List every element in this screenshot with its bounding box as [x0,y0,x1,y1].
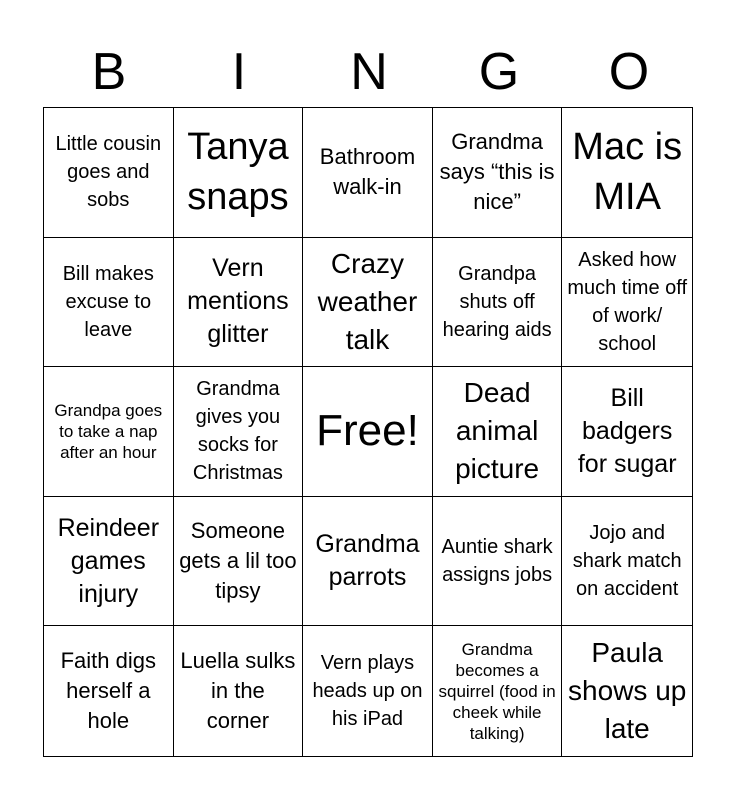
bingo-cell[interactable] [44,108,174,238]
cell-text: Vern plays heads up on his iPad [312,652,423,731]
cell-text: Grandpa shuts off hearing aids [442,262,552,341]
cell-text: Grandpa goes to take a nap after an hour [54,400,163,462]
cell-text: Bathroom walk-in [319,144,416,200]
cell-text: Luella sulks in the corner [180,648,296,734]
bingo-cell[interactable] [562,238,692,368]
bingo-cell[interactable] [174,367,304,497]
bingo-cell[interactable] [44,367,174,497]
header-letter-i: I [231,43,247,101]
bingo-cell[interactable] [44,238,174,368]
header-letter-b: B [91,43,127,101]
header-letter-o: O [608,43,650,101]
bingo-cell[interactable] [303,238,433,368]
bingo-cell[interactable] [303,497,433,627]
cell-text: Auntie shark assigns jobs [441,536,553,587]
bingo-cell[interactable] [303,626,433,756]
bingo-grid [43,107,693,757]
bingo-cell[interactable] [174,497,304,627]
bingo-cell[interactable] [433,497,563,627]
bingo-cell[interactable] [44,626,174,756]
cell-text: Bill badgers for sugar [577,383,677,478]
header-letter-g: G [478,43,520,101]
bingo-cell[interactable] [562,367,692,497]
header-letter-n: N [350,43,388,101]
cell-text: Bill makes excuse to leave [62,262,154,341]
cell-text: Grandma says “this is nice” [439,129,555,215]
bingo-cell[interactable] [562,497,692,627]
cell-text: Little cousin goes and sobs [55,133,162,212]
cell-text: Grandma becomes a squirrel (food in cheek while talking) [438,639,556,743]
cell-text: Grandma gives you socks for Christmas [192,378,283,485]
free-space-text: Free! [316,406,419,456]
bingo-cell[interactable] [433,238,563,368]
bingo-header [44,40,694,104]
bingo-cell[interactable] [174,238,304,368]
cell-text: Grandma parrots [315,530,420,592]
cell-text: Crazy weather talk [317,247,418,355]
bingo-cell[interactable] [174,626,304,756]
cell-text: Tanya snaps [187,126,289,219]
free-space-cell[interactable] [303,367,433,497]
cell-text: Asked how much time off of work/ school [567,248,688,355]
cell-text: Jojo and shark match on accident [572,522,682,601]
bingo-cell[interactable] [303,108,433,238]
bingo-cell[interactable] [174,108,304,238]
bingo-cell[interactable] [44,497,174,627]
bingo-cell[interactable] [433,367,563,497]
bingo-cell[interactable] [562,626,692,756]
cell-text: Paula shows up late [568,637,687,745]
bingo-cell[interactable] [433,108,563,238]
cell-text: Someone gets a lil too tipsy [179,518,297,604]
cell-text: Reindeer games injury [57,513,160,608]
cell-text: Vern mentions glitter [187,254,289,349]
cell-text: Dead animal picture [455,377,540,485]
cell-text: Mac is MIA [572,126,683,219]
bingo-cell[interactable] [433,626,563,756]
cell-text: Faith digs herself a hole [60,648,156,734]
bingo-cell[interactable] [562,108,692,238]
